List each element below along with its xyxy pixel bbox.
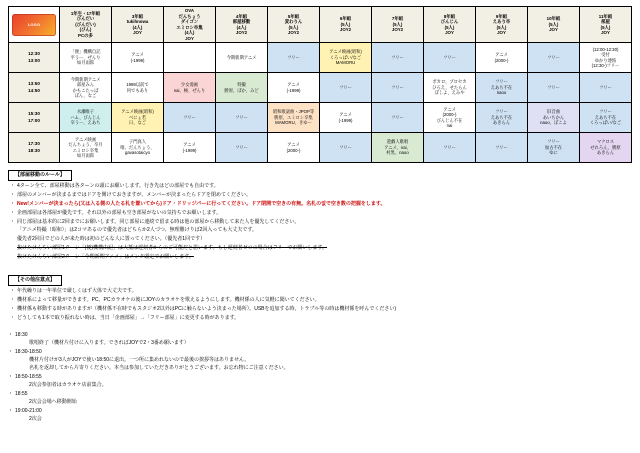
rule-item: ・ 同じ部屋は基本的に2回までにお願いします。同じ部屋に連続で留まる時は他の部屋から移動して来た人を優先してください。 xyxy=(10,219,632,227)
slot-cell: フリー xyxy=(528,73,580,103)
column-header-1: 1年生・17年組 びんだい (びんだい) (びん) PCの多 xyxy=(60,7,112,43)
slot-cell: フリー えあち不在 naoo xyxy=(476,73,528,103)
slot-cell: フリー xyxy=(268,43,320,73)
time-entry xyxy=(8,407,632,423)
slot-cell: 昭和歌謡曲・JPOP等 勝原、エミロシ卒集 MAMORU、きゆー xyxy=(268,103,320,133)
event-logo xyxy=(9,7,60,43)
column-header-10: 10年組 (5人) JOY xyxy=(528,7,580,43)
slot-cell: フリー xyxy=(320,133,372,163)
slot-cell: 特撮 勝原、ぽか、みど xyxy=(216,73,268,103)
column-header-5: 5年組 変わりん (5人) JOY2 xyxy=(268,7,320,43)
slot-cell: フリー xyxy=(476,133,528,163)
note-item: ・ 機材係も移動する時がありますが（機材係不在時でもスタジオ2以外はPCに触らないよう決まった場所）。USBを追加する時、トラブル等の時は機材係を呼んでください) xyxy=(10,306,632,314)
slot-cell: アニメ映画(昭和) べにょ若 日、なご xyxy=(112,103,164,133)
time-entry-label: 18:30-18:50 xyxy=(15,348,42,355)
slot-cell: フリー xyxy=(372,103,424,133)
column-header-6: 6年組 (5人) JOY2 xyxy=(320,7,372,43)
table-row xyxy=(9,103,632,133)
slot-cell: アニメ (-1999) xyxy=(320,103,372,133)
slot-cell: フリー xyxy=(320,73,372,103)
slot-cell: フリー xyxy=(424,43,476,73)
table-row xyxy=(9,133,632,163)
slot-cell: フリー xyxy=(372,73,424,103)
slot-cell: アニメ (-1999) xyxy=(164,133,216,163)
slot-cell xyxy=(164,43,216,73)
table-row xyxy=(9,43,632,73)
column-header-3: OVA だんちょう ダイゴン エミロシ卒集 (4人) JOY xyxy=(164,7,216,43)
slot-cell: 今期新期アニメ 部屋みん かもこたっぱ ぽん、なご xyxy=(60,73,112,103)
slot-cell: フリー 加古不在 ゆに xyxy=(528,133,580,163)
rule-item: 抜けたけんちい部屋2ターン「今期新期アニメ」はメンタ頭定でお願いします。 xyxy=(17,254,194,261)
slot-cell: 1999以前で 何でもあり xyxy=(112,73,164,103)
note-item: ・ どうしても1本で取り振れない時は、当日「企画部屋」→「フリー部屋」に変更する時があります。 xyxy=(10,315,632,323)
column-header-9: 9年組 えあり卒 (5人) JOY xyxy=(476,7,528,43)
rule-item: ・ New!メンバーが決まったら(又は入る側の人たる札を置いてから)ドア・ドリッジパーに行ってください。ドア閉開で空きの有無。名札の없で空き数の把握をします。 xyxy=(10,201,632,209)
note-item: ・ 年代繰りは一年単位で厳しくはず大体で大丈夫です。 xyxy=(10,288,632,296)
slot-cell: フリー xyxy=(372,43,424,73)
slot-cell: フリー xyxy=(424,133,476,163)
slot-cell: 少女漫画 nai、極、ぜんり xyxy=(164,73,216,103)
rule-item: ・ 企画部屋は各部屋が優先です。それ以外の部屋も空き部屋がないの気持ちでお願いします。 xyxy=(10,210,632,218)
time-entry-detail: 2次会参加者はカラオケ店前集合。 xyxy=(29,381,107,388)
slot-cell: フリー xyxy=(216,103,268,133)
slot-cell: 「便」機構自記 平うー、ぜんり 如月雨郎 xyxy=(60,43,112,73)
slot-cell: フリー えあち不在 くろっぱい/なご xyxy=(580,103,632,133)
slot-cell: ボカロ、プロセカ ひろえ、せたらん ぽしよ、えみや xyxy=(424,73,476,103)
timetable-notes xyxy=(8,331,632,423)
slot-cell: 旧音曲 あいちかん naoo、ぽこよ xyxy=(528,103,580,133)
time-slot: 15:30 17:00 xyxy=(9,103,60,133)
time-entry xyxy=(8,373,632,389)
slot-cell: アニメ (2000-) xyxy=(268,133,320,163)
other-notes xyxy=(8,275,632,322)
time-entry-detail: 名札を返却してから片寄りください。本当は参加していただきありがとうございます。お忘れ物にご注意ください。 xyxy=(29,364,289,371)
time-slot: 13:50 14:50 xyxy=(9,73,60,103)
time-entry-detail: 機材片付けが3人がJOYで使い18:50に退出。一つ所に集めれないので最後の挨拶等はありません。 xyxy=(29,356,250,363)
time-slot: 17:30 18:30 xyxy=(9,133,60,163)
time-entry-label: 18:50-18:55 xyxy=(15,373,42,380)
logo-badge: LOGO xyxy=(12,14,56,36)
rule-item: 抜けたけんちい部屋1ターン「(便)機構由記」は大抵は遅刻者からのご可能だと思います。もし遅刻者ゼロの場合はフリーでお願いします。 xyxy=(17,245,328,252)
rule-item: 優先者2回目でどの人が来た時は初のどんな人に置ってください。（優先者1回です） xyxy=(17,236,206,243)
column-header-4: 4年組 部屋移動 (4人) JOY2 xyxy=(216,7,268,43)
slot-cell: アニメ (-1999) xyxy=(112,43,164,73)
room-move-rules xyxy=(8,170,632,262)
header-row xyxy=(9,7,632,43)
other-notes-list xyxy=(8,288,632,323)
time-entry-label: 19:00-21:00 xyxy=(15,407,42,414)
time-entry-detail: 2次会 xyxy=(29,415,42,422)
slot-cell: フリー xyxy=(580,73,632,103)
slot-cell: (12:00-12:30) 受付 ゆかり連絡 (12:30-)フリー xyxy=(580,43,632,73)
slot-cell: アニメ映画(昭和) くろっぱい/なご MAMORU xyxy=(320,43,372,73)
schedule-body xyxy=(9,43,632,163)
slot-cell: 今期新期アニメ xyxy=(216,43,268,73)
slot-cell: アニメ (2000-) びんじん不在 nai xyxy=(424,103,476,133)
time-entry-label: 18:30 xyxy=(15,331,28,338)
time-slot: 12:30 13:00 xyxy=(9,43,60,73)
slot-cell: アニメ映画 だんちょう、卒月 エミロシ卒集 如月雨郎 xyxy=(60,133,112,163)
time-entry xyxy=(8,331,632,347)
room-move-rules-list xyxy=(8,183,632,262)
rule-item: ・ 部屋のメンバーが決まるまではドアを開けておきますが、メンバーが決まったらドアを閉めてください。 xyxy=(10,192,632,200)
schedule-head xyxy=(9,7,632,43)
slot-cell: フリー xyxy=(164,103,216,133)
slot-cell: 遊戯人歌唱 アニメ、nai、 村黒、naoo xyxy=(372,133,424,163)
time-entry xyxy=(8,390,632,406)
time-entry xyxy=(8,348,632,372)
other-notes-title: 【その他注意点】 xyxy=(8,275,62,286)
slot-cell: アニメ (2000-) xyxy=(476,43,528,73)
table-row xyxy=(9,73,632,103)
time-entry-detail: 歌唱終了（機材片付けに入ります。できればJOYで2・3番め願います） xyxy=(29,339,189,346)
rule-item: ・ 4ターン全て、部屋移動は各ターンの頭にお願いします。行き先はどの部屋でも自由です。 xyxy=(10,183,632,191)
slot-cell: アニメ (-1999) xyxy=(268,73,320,103)
column-header-11: 11年組 部屋 (5人) JOY xyxy=(580,7,632,43)
slot-cell: マクロス せれろん、勝原 あきらん xyxy=(580,133,632,163)
slot-cell: フリー えあち不在 あきらん xyxy=(476,103,528,133)
column-header-7: 7年組 (5人) JOY2 xyxy=(372,7,424,43)
note-item: ・ 機材系によって移量ができます。PC、PCカラオケの後にJOYのカラオケを歌えるようにします。機材係の人に気軽に聞いてください。 xyxy=(10,297,632,305)
slot-cell: 子門真人 唯、だんちょう、 gavasotaicyo xyxy=(112,133,164,163)
rule-item: 「アニメ特撮（昭和）」は2コマあるので優先者はどちらか2人づつ、無理難けりば2回入っても大丈夫です。 xyxy=(17,227,257,234)
slot-cell: フリー xyxy=(216,133,268,163)
section-spacer xyxy=(8,263,632,268)
column-header-8: 8年組 びんじん (5人) JOY xyxy=(424,7,476,43)
column-header-2: 3年組 tukihnowa (4人) JOY xyxy=(112,7,164,43)
time-entry-detail: 2次会会場へ移動開始 xyxy=(29,398,77,405)
slot-cell: 水瀬唯子 ハム、びんじん 卒うー、えあち xyxy=(60,103,112,133)
schedule-table xyxy=(8,6,632,163)
slot-cell: フリー xyxy=(528,43,580,73)
time-entry-label: 18:55 xyxy=(15,390,28,397)
room-move-rules-title: 【部屋移動のルール】 xyxy=(8,170,72,181)
